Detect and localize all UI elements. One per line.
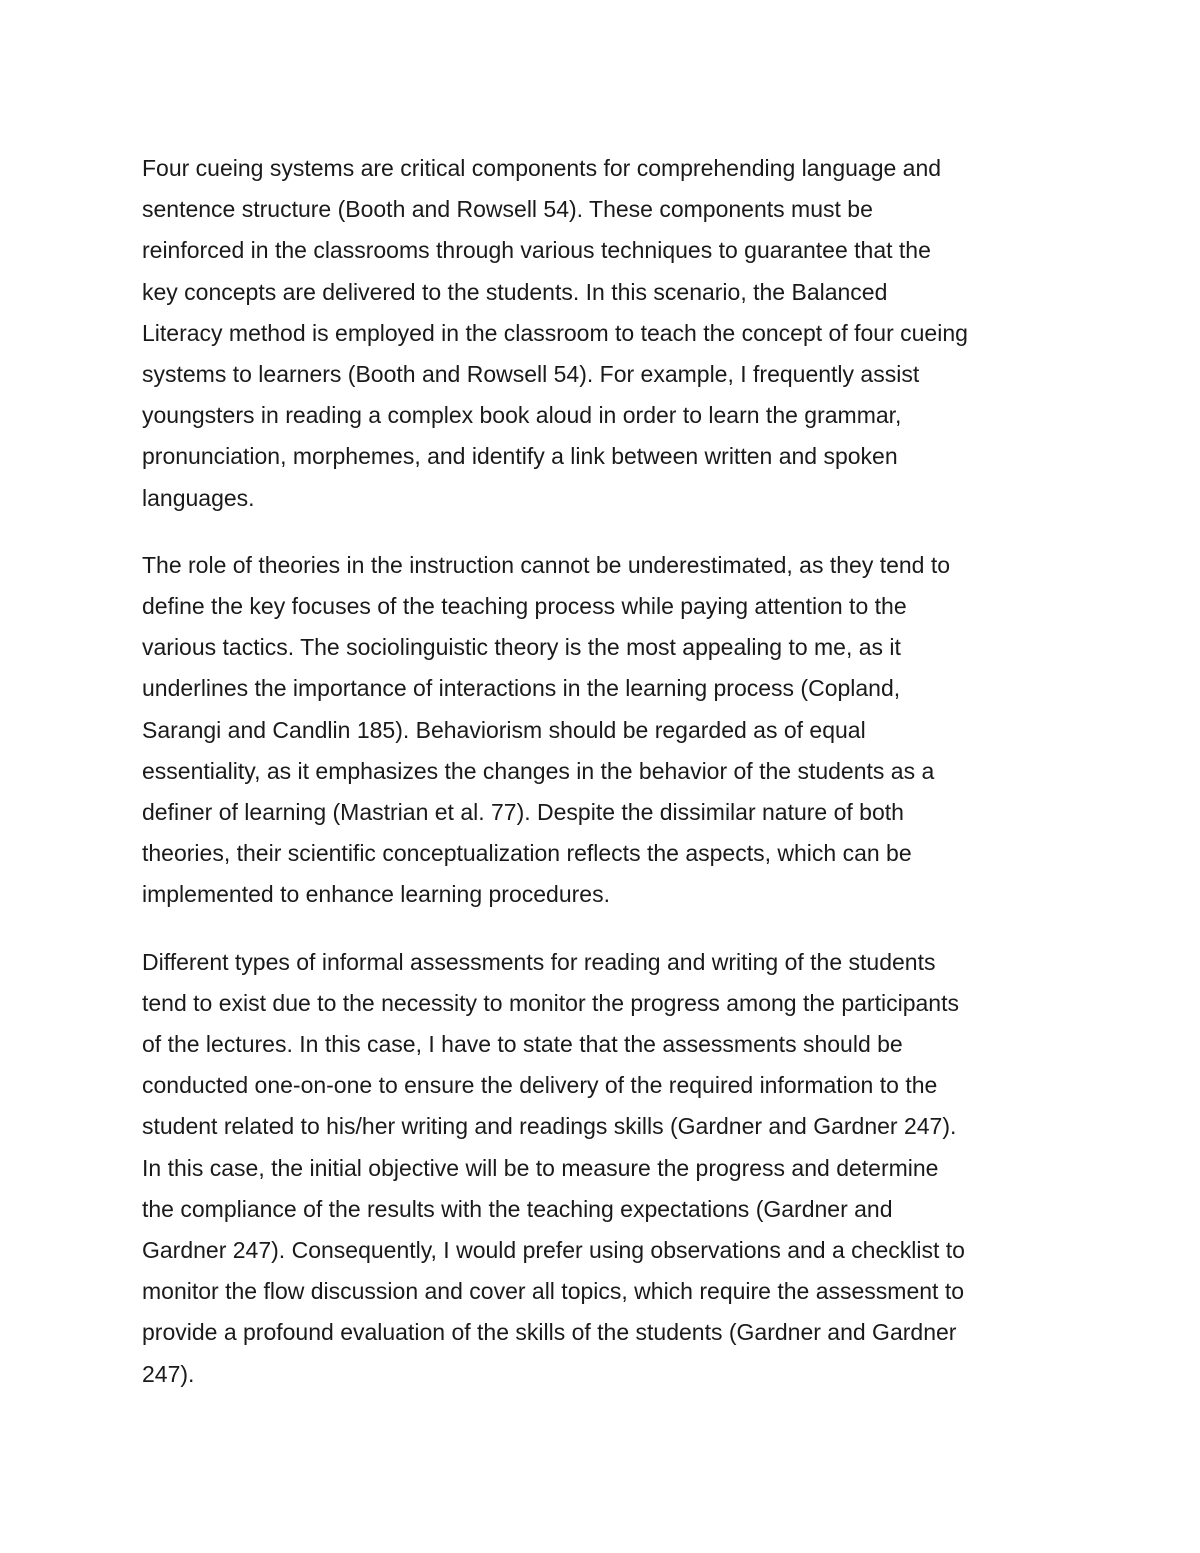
text-line: In this case, the initial objective will be to measure the progress and determine (142, 1154, 939, 1181)
text-line: Sarangi and Candlin 185). Behaviorism should be regarded as of equal (142, 716, 866, 743)
document-body (142, 148, 1082, 1421)
text-line: monitor the flow discussion and cover all topics, which require the assessment to (142, 1278, 965, 1305)
text-line: provide a profound evaluation of the skills of the students (Gardner and Gardner (142, 1319, 957, 1346)
text-line: sentence structure (Booth and Rowsell 54). These components must be (142, 196, 873, 223)
text-line: various tactics. The sociolinguistic theory is the most appealing to me, as it (142, 634, 901, 661)
text-line: systems to learners (Booth and Rowsell 54). For example, I frequently assist (142, 361, 920, 388)
text-line: conducted one-on-one to ensure the delivery of the required information to the (142, 1072, 938, 1099)
text-line: pronunciation, morphemes, and identify a link between written and spoken (142, 443, 898, 470)
paragraph-cueing-systems (142, 148, 1082, 519)
text-line: student related to his/her writing and readings skills (Gardner and Gardner 247). (142, 1113, 957, 1140)
text-line: 247). (142, 1360, 195, 1387)
text-line: definer of learning (Mastrian et al. 77). Despite the dissimilar nature of both (142, 799, 904, 826)
text-line: essentiality, as it emphasizes the changes in the behavior of the students as a (142, 757, 935, 784)
text-line: Gardner 247). Consequently, I would prefer using observations and a checklist to (142, 1237, 965, 1264)
text-line: of the lectures. In this case, I have to state that the assessments should be (142, 1031, 903, 1058)
paragraph-theories (142, 545, 1082, 916)
text-line: key concepts are delivered to the students. In this scenario, the Balanced (142, 278, 888, 305)
text-line: tend to exist due to the necessity to monitor the progress among the participants (142, 989, 959, 1016)
text-line: The role of theories in the instruction cannot be underestimated, as they tend to (142, 551, 951, 578)
text-line: the compliance of the results with the teaching expectations (Gardner and (142, 1195, 893, 1222)
text-line: implemented to enhance learning procedures. (142, 881, 610, 908)
text-line: theories, their scientific conceptualization reflects the aspects, which can be (142, 840, 912, 867)
text-line: languages. (142, 484, 255, 511)
text-line: underlines the importance of interactions in the learning process (Copland, (142, 675, 901, 702)
text-line: Literacy method is employed in the classroom to teach the concept of four cueing (142, 319, 968, 346)
text-line: Four cueing systems are critical components for comprehending language and (142, 155, 942, 181)
paragraph-assessments (142, 942, 1082, 1395)
text-line: youngsters in reading a complex book aloud in order to learn the grammar, (142, 402, 902, 429)
text-line: Different types of informal assessments for reading and writing of the students (142, 948, 936, 975)
text-line: reinforced in the classrooms through various techniques to guarantee that the (142, 237, 931, 264)
text-line: define the key focuses of the teaching process while paying attention to the (142, 593, 907, 620)
